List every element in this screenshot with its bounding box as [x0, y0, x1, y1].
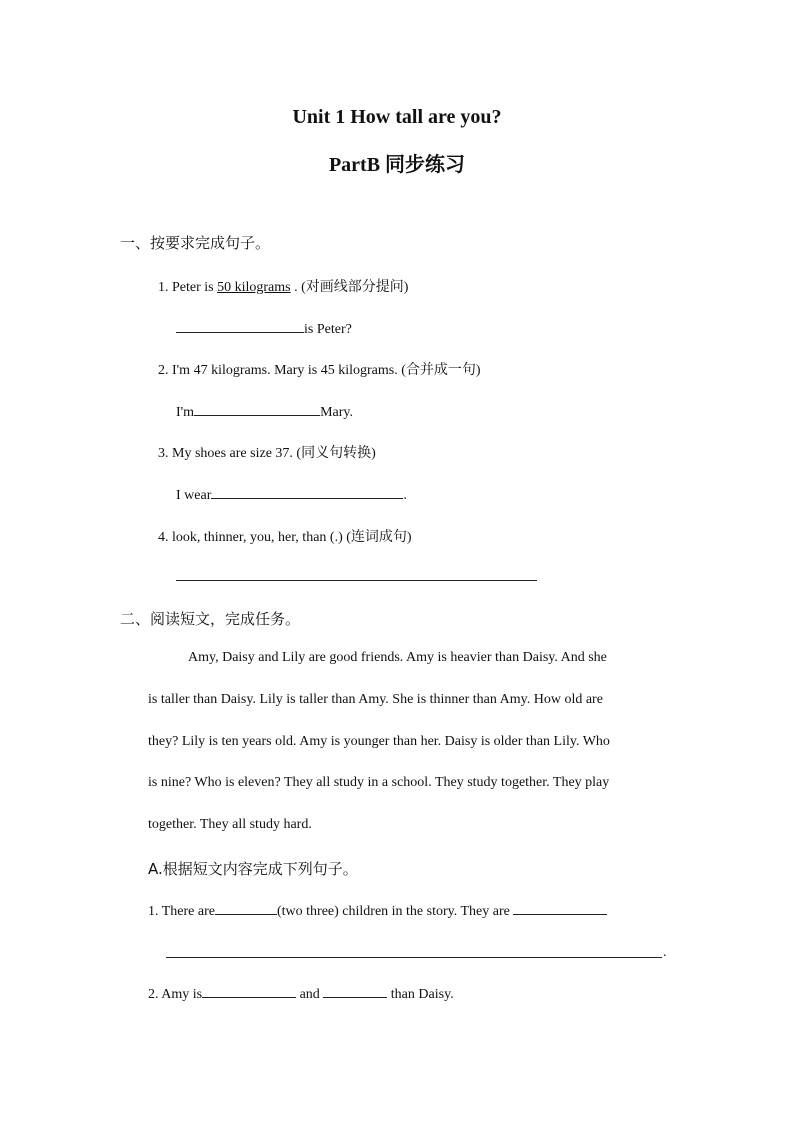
question-1-rest: . (对画线部分提问): [290, 280, 409, 295]
page-subtitle: PartB 同步练习: [328, 154, 466, 176]
answer-1-suffix: is Peter?: [304, 322, 352, 337]
page-title: Unit 1 How tall are you?: [292, 106, 502, 128]
question-1: [158, 276, 408, 296]
section-1-heading: 一、按要求完成句子。: [120, 234, 271, 252]
answer-3-prefix: I wear: [176, 488, 212, 503]
question-1-num: 1. Peter is: [158, 280, 218, 295]
answer-3-suffix: .: [403, 488, 407, 503]
part-a-q1-blank-3[interactable]: [166, 957, 662, 958]
answer-2-blank[interactable]: [194, 401, 320, 416]
paragraph-line: is nine? Who is eleven? They all study in a school. They study together. They play: [148, 775, 610, 790]
question-1-underlined: 50 kilograms: [217, 280, 291, 295]
answer-1-blank[interactable]: [176, 318, 304, 333]
part-a-q1-blank-2[interactable]: [513, 900, 607, 915]
answer-3: [176, 484, 407, 504]
question-4: 4. look, thinner, you, her, than (.) (连词成句): [158, 530, 412, 545]
question-3: 3. My shoes are size 37. (同义句转换): [158, 446, 376, 461]
part-a-q2-suffix: than Daisy.: [387, 987, 454, 1002]
answer-3-blank[interactable]: [211, 484, 403, 499]
paragraph-line: they? Lily is ten years old. Amy is younger than her. Daisy is older than Lily. Who: [148, 734, 610, 749]
section-2-heading: 二、阅读短文，完成任务。: [120, 610, 301, 628]
part-a-q2-blank-2[interactable]: [323, 983, 387, 998]
paragraph-line: together. They all study hard.: [148, 817, 312, 832]
answer-2-suffix: Mary.: [320, 405, 353, 420]
answer-2-prefix: I'm: [176, 405, 195, 420]
part-a-q1-blank-1[interactable]: [215, 900, 277, 915]
part-a-q2-blank-1[interactable]: [202, 983, 296, 998]
part-a-heading: A.根据短文内容完成下列句子。: [148, 860, 358, 878]
answer-1: [176, 318, 352, 338]
part-a-q1-middle: (two three) children in the story. They are: [276, 904, 510, 919]
answer-4-blank[interactable]: [176, 580, 537, 581]
part-a-q2-and: and: [296, 987, 324, 1002]
part-a-q1-prefix: 1. There are: [148, 904, 215, 919]
part-a-q1-end: .: [663, 945, 667, 960]
part-a-question-1: [148, 900, 607, 920]
question-2: 2. I'm 47 kilograms. Mary is 45 kilograms. (合并成一句): [158, 363, 481, 378]
answer-2: [176, 401, 353, 421]
paragraph-line: is taller than Daisy. Lily is taller than Amy. She is thinner than Amy. How old are: [148, 692, 603, 707]
part-a-q2-prefix: 2. Amy is: [148, 987, 203, 1002]
paragraph-line: Amy, Daisy and Lily are good friends. Amy is heavier than Daisy. And she: [188, 650, 607, 665]
part-a-question-2: [148, 983, 454, 1003]
